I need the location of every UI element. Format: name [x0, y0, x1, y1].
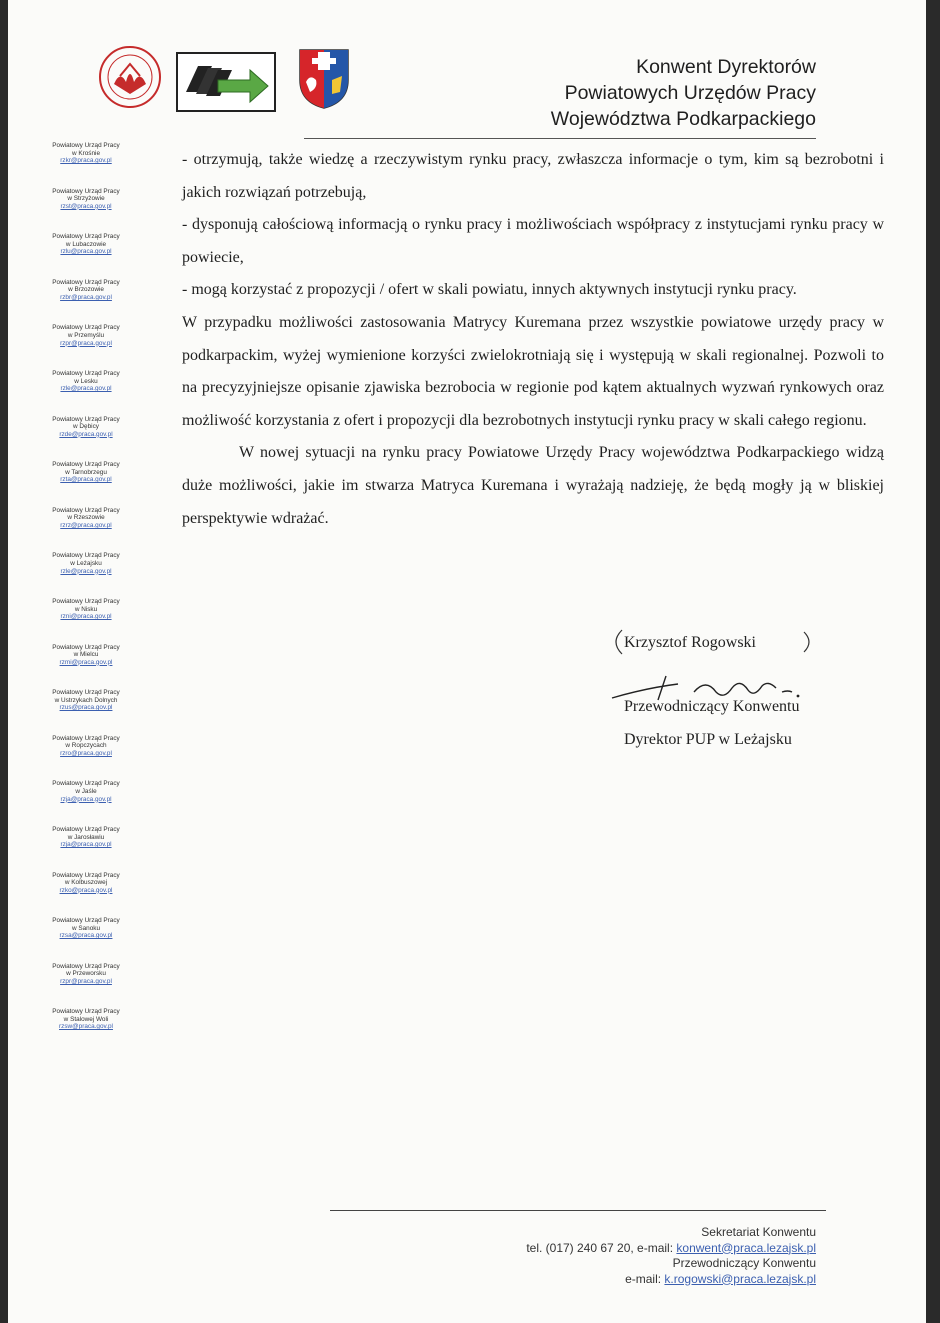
office-city: w Mielcu — [73, 651, 99, 659]
office-entry — [26, 279, 146, 325]
body-paragraph: W nowej sytuacji na rynku pracy Powiatowe Urzędy Pracy województwa Podkarpackiego widzą duże możliwości, jakie im stwarza Matryca Kuremana i wyrażają nadzieję, że będą mogły ją w bliskiej perspektywie wdrażać. — [182, 444, 884, 527]
footer-contact — [526, 1225, 816, 1287]
letter-page — [8, 0, 926, 1323]
office-city: w Sanoku — [71, 924, 101, 932]
office-city: w Ropczycach — [65, 742, 107, 750]
office-name: Powiatowy Urząd Pracy — [52, 461, 120, 469]
office-email-link[interactable]: rzsw@praca.gov.pl — [59, 1023, 113, 1031]
header-title — [551, 54, 816, 132]
office-name: Powiatowy Urząd Pracy — [52, 415, 120, 423]
office-email-link[interactable]: rzde@praca.gov.pl — [59, 430, 113, 438]
office-name: Powiatowy Urząd Pracy — [52, 142, 120, 149]
office-city: w Nisku — [74, 605, 98, 613]
office-name: Powiatowy Urząd Pracy — [52, 689, 120, 697]
office-entry — [26, 461, 146, 507]
office-entry — [26, 644, 146, 690]
office-entry — [26, 1008, 146, 1054]
office-email-link[interactable]: rzro@praca.gov.pl — [60, 749, 112, 757]
office-name: Powiatowy Urząd Pracy — [52, 233, 120, 241]
body-paragraph: - dysponują całościową informacją o rynku pracy i możliwościach współpracy z instytucjami rynku pracy w powiecie, — [182, 216, 884, 266]
footer-line — [526, 1272, 816, 1288]
office-city: w Dębicy — [73, 423, 99, 431]
office-name: Powiatowy Urząd Pracy — [52, 1008, 120, 1016]
office-city: w Tarnobrzegu — [65, 468, 107, 476]
footer-line: Przewodniczący Konwentu — [672, 1256, 816, 1270]
office-email-link[interactable]: rzus@praca.gov.pl — [59, 704, 113, 712]
office-email-link[interactable]: rzst@praca.gov.pl — [60, 202, 112, 210]
office-city: w Ustrzykach Dolnych — [54, 696, 118, 704]
body-paragraph: - otrzymują, także wiedzę a rzeczywistym rynku pracy, zwłaszcza informacje o tym, kim są bezrobotni i jakich rozwiązań potrzebują, — [182, 151, 884, 201]
signatory-position: Dyrektor PUP w Leżajsku — [624, 731, 792, 748]
footer-email-label: e-mail: — [625, 1271, 665, 1286]
signatory-name: Krzysztof Rogowski — [624, 634, 756, 651]
office-email-link[interactable]: rzta@praca.gov.pl — [60, 476, 112, 484]
konwent-circle-logo-icon — [96, 42, 164, 112]
office-email-link[interactable]: rzle@praca.gov.pl — [60, 567, 112, 575]
office-email-link[interactable]: rzsa@praca.gov.pl — [59, 932, 113, 940]
header-title-line: Województwa Podkarpackiego — [550, 108, 816, 130]
office-entry — [26, 507, 146, 553]
office-entry — [26, 233, 146, 279]
office-email-link[interactable]: rzpr@praca.gov.pl — [60, 977, 112, 985]
office-list-sidebar — [26, 142, 146, 1054]
office-name: Powiatowy Urząd Pracy — [52, 825, 120, 833]
office-city: w Lesku — [74, 377, 98, 385]
office-city: w Rzeszowie — [67, 514, 105, 522]
office-entry — [26, 917, 146, 963]
office-city: w Krośnie — [71, 149, 101, 157]
office-email-link[interactable]: rzpr@praca.gov.pl — [60, 339, 112, 347]
header-divider — [304, 138, 816, 139]
office-entry — [26, 963, 146, 1009]
office-email-link[interactable]: rzmi@praca.gov.pl — [59, 658, 113, 666]
office-entry — [26, 689, 146, 735]
office-email-link[interactable]: rzja@praca.gov.pl — [60, 841, 112, 849]
office-name: Powiatowy Urząd Pracy — [52, 734, 120, 742]
office-city: w Brzozowie — [68, 286, 104, 294]
footer-line: Sekretariat Konwentu — [701, 1225, 816, 1239]
letter-body — [182, 144, 884, 535]
office-name: Powiatowy Urząd Pracy — [52, 780, 120, 788]
body-paragraph: - mogą korzystać z propozycji / ofert w skali powiatu, innych aktywnych instytucji rynku pracy. — [182, 281, 797, 299]
office-city: w Przeworsku — [66, 970, 106, 978]
office-city: w Jarosławiu — [67, 833, 105, 841]
office-email-link[interactable]: rzni@praca.gov.pl — [60, 613, 112, 621]
office-entry — [26, 872, 146, 918]
office-city: w Kolbuszowej — [64, 879, 108, 887]
office-name: Powiatowy Urząd Pracy — [52, 917, 120, 925]
konwent-email-link[interactable]: konwent@praca.lezajsk.pl — [676, 1240, 816, 1255]
office-email-link[interactable]: rzko@praca.gov.pl — [59, 886, 113, 894]
podkarpackie-coat-of-arms-icon — [296, 46, 352, 112]
office-name: Powiatowy Urząd Pracy — [52, 643, 120, 651]
office-city: w Przemyślu — [67, 331, 105, 339]
office-name: Powiatowy Urząd Pracy — [52, 369, 120, 377]
office-city: w Lubaczowie — [65, 240, 107, 248]
office-email-link[interactable]: rzbr@praca.gov.pl — [60, 293, 112, 301]
footer-divider — [330, 1210, 826, 1211]
office-city: w Stalowej Woli — [63, 1015, 109, 1023]
office-email-link[interactable]: rzrz@praca.gov.pl — [60, 521, 112, 529]
header-title-line: Powiatowych Urzędów Pracy — [564, 82, 816, 104]
office-email-link[interactable]: rzle@praca.gov.pl — [60, 385, 112, 393]
office-city: w Strzyżowie — [67, 195, 105, 203]
office-entry — [26, 826, 146, 872]
office-name: Powiatowy Urząd Pracy — [52, 278, 120, 286]
office-entry — [26, 598, 146, 644]
header-title-line: Konwent Dyrektorów — [636, 56, 816, 78]
signatory-role: Przewodniczący Konwentu — [624, 698, 800, 715]
office-entry — [26, 416, 146, 462]
office-city: w Leżajsku — [70, 559, 102, 567]
office-name: Powiatowy Urząd Pracy — [52, 324, 120, 332]
office-city: w Jaśle — [75, 787, 97, 795]
footer-line — [526, 1241, 816, 1257]
office-entry — [26, 552, 146, 598]
office-entry — [26, 735, 146, 781]
office-name: Powiatowy Urząd Pracy — [52, 552, 120, 560]
rogowski-email-link[interactable]: k.rogowski@praca.lezajsk.pl — [664, 1271, 816, 1286]
office-entry — [26, 142, 146, 188]
office-name: Powiatowy Urząd Pracy — [52, 506, 120, 514]
office-email-link[interactable]: rzkr@praca.gov.pl — [60, 157, 112, 165]
office-entry — [26, 780, 146, 826]
arrows-logo-icon — [176, 52, 276, 112]
office-email-link[interactable]: rzja@praca.gov.pl — [60, 795, 112, 803]
office-name: Powiatowy Urząd Pracy — [52, 597, 120, 605]
footer-phone: tel. (017) 240 67 20, e-mail: — [526, 1240, 677, 1255]
office-entry — [26, 324, 146, 370]
office-name: Powiatowy Urząd Pracy — [52, 871, 120, 879]
body-paragraph: W przypadku możliwości zastosowania Matrycy Kuremana przez wszystkie powiatowe urzędy pracy w podkarpackim, wyżej wymienione korzyści zwielokrotniają się i występują w skali regionalnej. Pozwoli to na precyzyjniejsze opisanie zjawiska bezrobocia w regionie pod kątem aktualnych wyzwań rynkowych oraz możliwość korzystania z ofert i propozycji dla bezrobotnych instytucji rynku pracy w skali całego regionu. — [182, 313, 884, 429]
office-name: Powiatowy Urząd Pracy — [52, 187, 120, 195]
office-email-link[interactable]: rzlu@praca.gov.pl — [60, 248, 112, 256]
office-name: Powiatowy Urząd Pracy — [52, 962, 120, 970]
office-entry — [26, 370, 146, 416]
office-entry — [26, 188, 146, 234]
